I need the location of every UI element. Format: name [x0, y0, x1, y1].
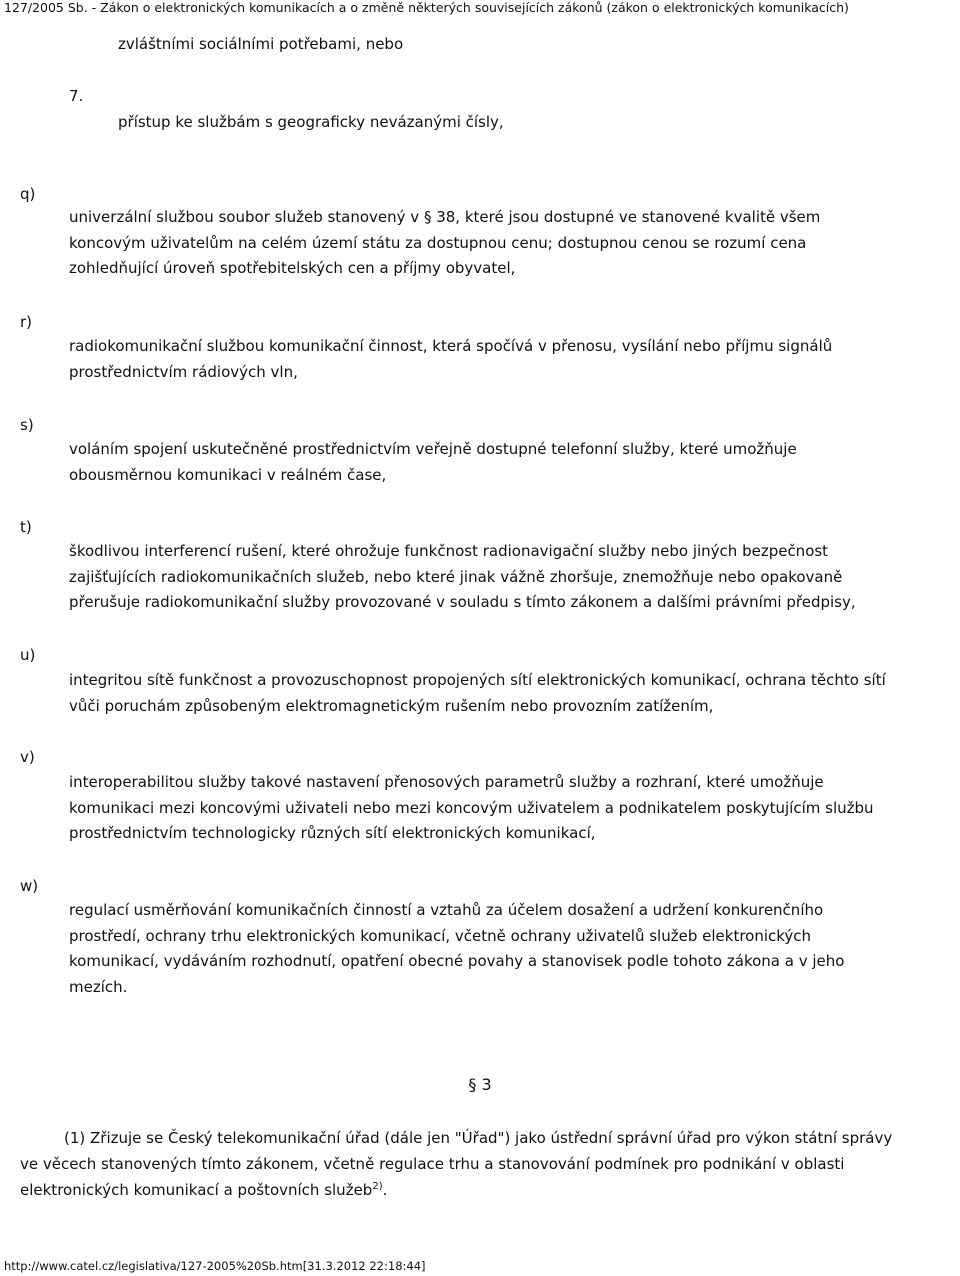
paragraph-last-line: [20, 1177, 955, 1203]
paragraph-line: (1) Zřizuje se Český telekomunikační úřad (dále jen "Úřad") jako ústřední správní úřad pro výkon státní správy: [64, 1129, 893, 1147]
definition-text: [69, 539, 958, 616]
definition-line: obousměrnou komunikaci v reálném čase,: [69, 465, 387, 484]
definition-text: [69, 668, 958, 719]
definition-text: [69, 205, 958, 282]
definition-letter: s): [20, 416, 34, 434]
definition-line: integritou sítě funkčnost a provozuschopnost propojených sítí elektronických komunikací, ochrana těchto sítí: [69, 671, 886, 689]
page-header: 127/2005 Sb. - Zákon o elektronických komunikacích a o změně některých souvisejících zákonů (zákon o elektronických komunikacích): [4, 0, 849, 15]
definition-line: zajišťujících radiokomunikačních služeb, nebo které jinak vážně zhoršuje, znemožňuje nebo opakovaně: [69, 567, 843, 586]
definition-letter: t): [20, 518, 32, 536]
definition-line: koncovým uživatelům na celém území státu za dostupnou cenu; dostupnou cenou se rozumí cena: [69, 233, 807, 252]
definition-line: vůči poruchám způsobeným elektromagnetickým rušením nebo provozním zatížením,: [69, 696, 714, 715]
definition-line: voláním spojení uskutečněné prostřednictvím veřejně dostupné telefonní služby, které umožňuje: [69, 440, 797, 458]
definition-line: prostřednictvím rádiových vln,: [69, 362, 298, 381]
definition-text: [69, 770, 958, 847]
definition-letter: w): [20, 877, 39, 895]
definition-line: škodlivou interferencí rušení, které ohrožuje funkčnost radionavigační služby nebo jiných bezpečnost: [69, 542, 829, 560]
paragraph-line: ve věcech stanovených tímto zákonem, včetně regulace trhu a stanovování podmínek pro podnikání v oblasti: [20, 1155, 845, 1173]
definition-letter: r): [20, 313, 33, 331]
footnote-ref-link[interactable]: 2): [372, 1181, 383, 1192]
page-footer-url: http://www.catel.cz/legislativa/127-2005%20Sb.htm[31.3.2012 22:18:44]: [4, 1259, 426, 1273]
section-heading: § 3: [468, 1075, 492, 1094]
definition-line: komunikací, vydáváním rozhodnutí, opatření obecné povahy a stanovisek podle tohoto zákona a v jeho: [69, 952, 845, 970]
definition-line: zohledňující úroveň spotřebitelských cen a příjmy obyvatel,: [69, 259, 516, 277]
definition-line: prostředí, ochrany trhu elektronických komunikací, včetně ochrany uživatelů služeb elektronických: [69, 926, 812, 945]
definition-line: komunikaci mezi koncovými uživateli nebo mezi koncovým uživatelem a podnikatelem poskytujícím službu: [69, 798, 874, 817]
paragraph-end: .: [382, 1181, 388, 1199]
definition-line: prostřednictvím technologicky různých sítí elektronických komunikací,: [69, 824, 596, 842]
definition-letter: u): [20, 646, 36, 664]
item-number: 7.: [69, 87, 84, 105]
definition-line: radiokomunikační službou komunikační činnost, která spočívá v přenosu, vysílání nebo příjmu signálů: [69, 337, 833, 355]
continuation-line: zvláštními sociálními potřebami, nebo: [118, 35, 404, 53]
definition-text: [69, 334, 958, 385]
section-paragraph: [20, 1125, 955, 1203]
definition-letter: v): [20, 748, 35, 766]
definition-line: univerzální službou soubor služeb stanovený v § 38, které jsou dostupné ve stanovené kvalitě všem: [69, 208, 821, 226]
paragraph-line: elektronických komunikací a poštovních služeb: [20, 1181, 373, 1199]
definition-text: [69, 437, 958, 488]
item-text: přístup ke službám s geograficky nevázanými čísly,: [118, 113, 504, 131]
definition-letter: q): [20, 185, 36, 203]
definition-line: interoperabilitou služby takové nastavení přenosových parametrů služby a rozhraní, které umožňuje: [69, 773, 824, 791]
definition-line: regulací usměrňování komunikačních činností a vztahů za účelem dosažení a udržení konkurenčního: [69, 901, 824, 919]
definition-line: přerušuje radiokomunikační služby provozované v souladu s tímto zákonem a dalšími právními předpisy,: [69, 593, 856, 611]
definition-text: [69, 898, 958, 1000]
definition-line: mezích.: [69, 977, 128, 996]
